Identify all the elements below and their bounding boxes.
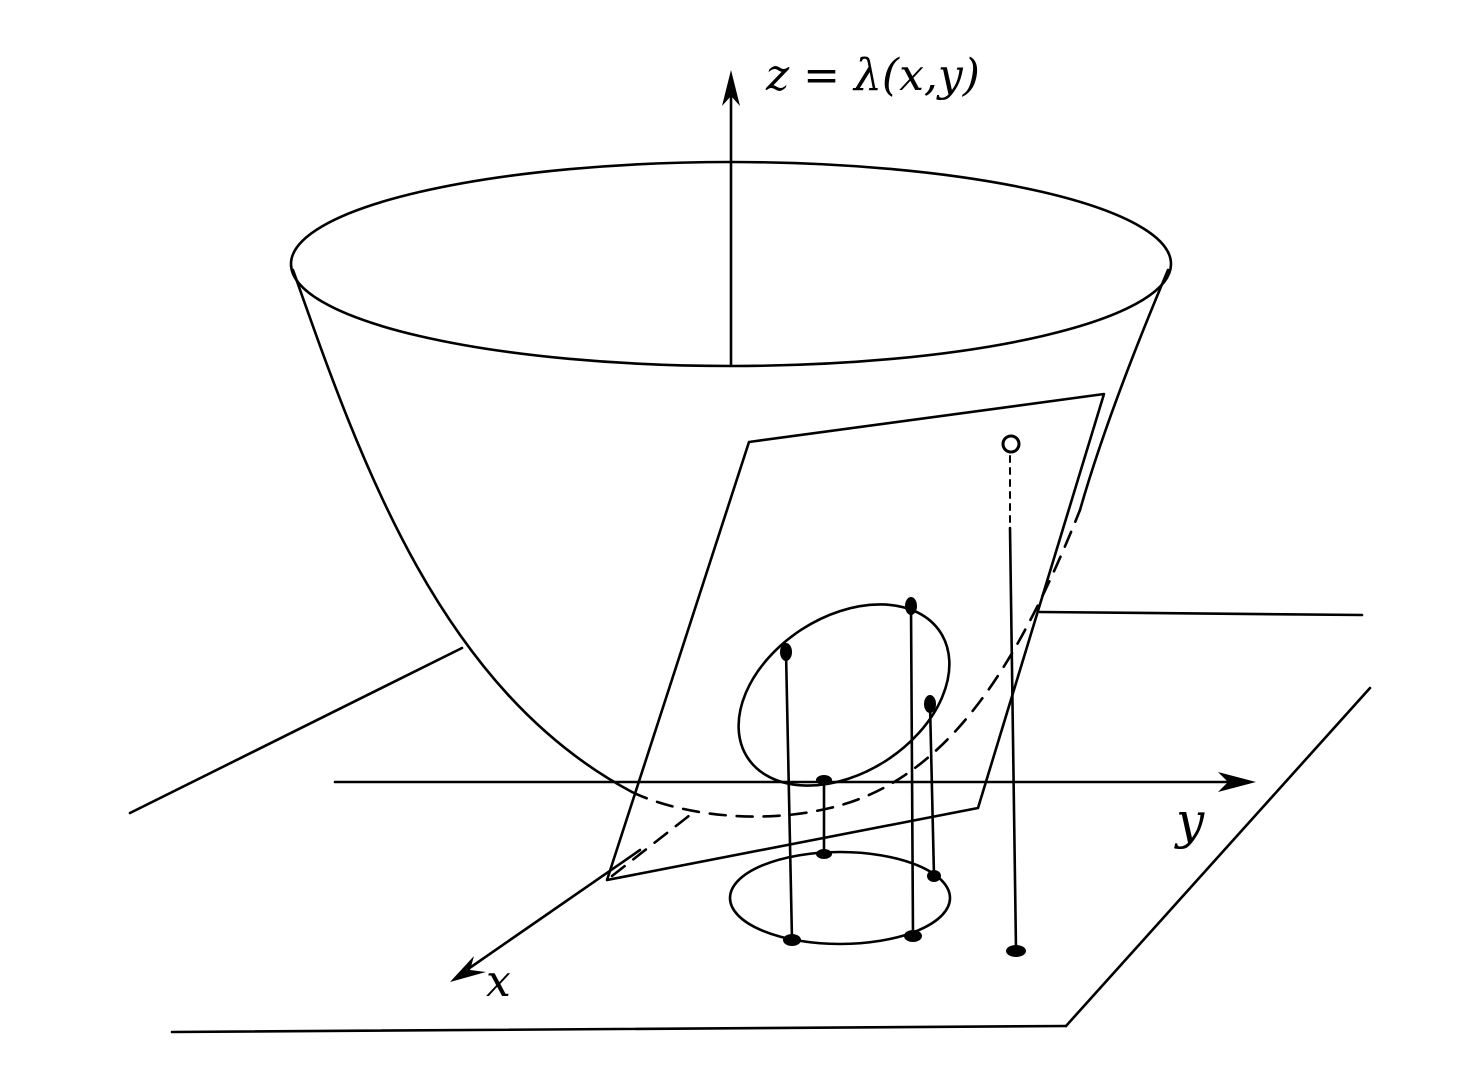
x-axis-label: x xyxy=(486,956,511,1007)
ground-point xyxy=(927,870,941,882)
ground-point xyxy=(904,930,922,942)
ground-point xyxy=(783,934,801,946)
ground-point xyxy=(816,849,832,859)
projection-line xyxy=(786,652,792,940)
ground-plane-back-right-edge xyxy=(1040,612,1362,615)
y-axis-label: y xyxy=(1176,792,1205,850)
ground-plane-right-edge xyxy=(1066,688,1370,1026)
surface-point xyxy=(816,775,832,785)
ground-circle xyxy=(730,852,950,944)
surface-point xyxy=(924,695,936,713)
tangent-plane xyxy=(607,394,1104,880)
z-axis-label: z = λ(x,y) xyxy=(766,50,980,101)
paraboloid-left-side xyxy=(293,270,632,792)
projection-line xyxy=(930,704,934,876)
right-ground-point xyxy=(1006,945,1026,957)
surface-point xyxy=(780,643,792,661)
surface-point xyxy=(905,597,917,615)
vertical-line-right xyxy=(1010,528,1016,950)
open-point xyxy=(1003,436,1019,452)
surface-curve xyxy=(705,567,983,823)
ground-plane-front-edge xyxy=(172,1026,1066,1032)
ground-plane-back-left-edge xyxy=(130,648,462,813)
paraboloid-right-side xyxy=(1080,270,1168,510)
projection-line xyxy=(911,606,913,936)
